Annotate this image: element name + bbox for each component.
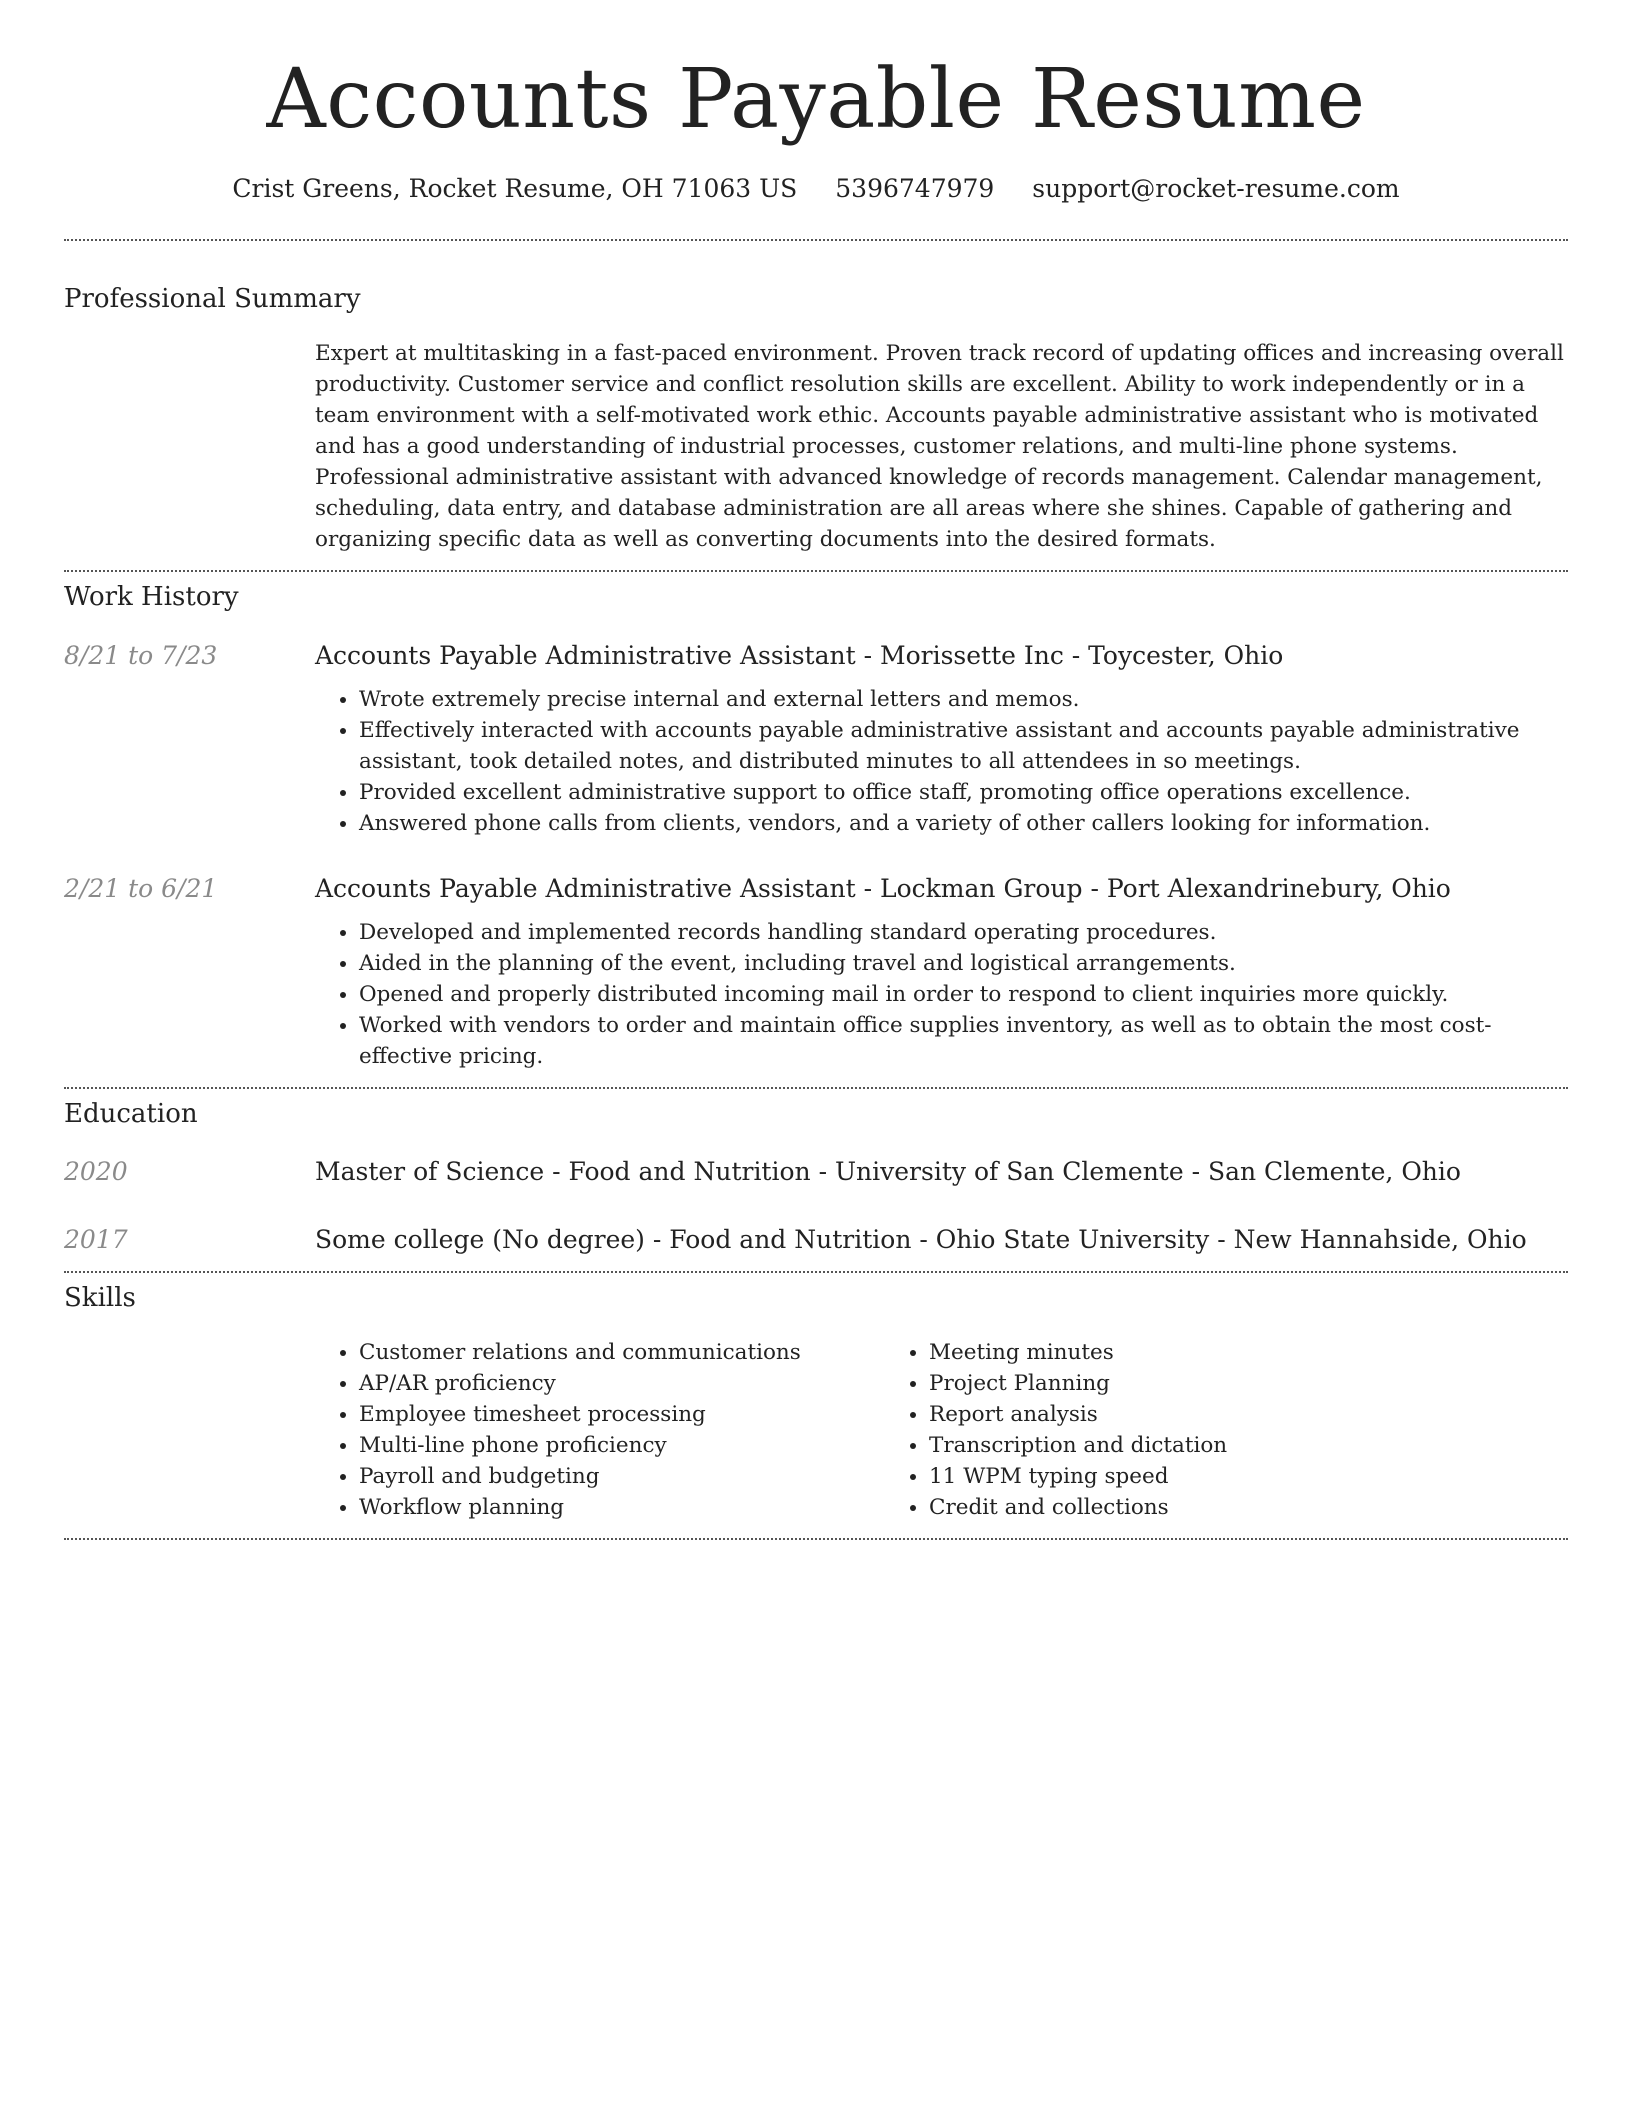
contact-phone: 5396747979 (835, 174, 995, 203)
contact-email: support@rocket-resume.com (1032, 174, 1400, 203)
section-title-summary: Professional Summary (64, 284, 361, 314)
list-item: • Opened and properly distributed incoming mail in order to respond to client inquiries more quickly. (359, 979, 1568, 1010)
education-text: Master of Science - Food and Nutrition - University of San Clemente - San Clemente, Ohio (315, 1157, 1461, 1186)
job-body (315, 873, 1568, 1072)
divider (64, 1538, 1568, 1540)
job-bullets (315, 917, 1568, 1072)
skills-column-2 (885, 1337, 1227, 1523)
job-title: Accounts Payable Administrative Assistant - Lockman Group - Port Alexandrinebury, Ohio (315, 874, 1451, 903)
divider (64, 1271, 1568, 1273)
education-year: 2017 (64, 1225, 128, 1254)
job-dates: 8/21 to 7/23 (64, 641, 218, 670)
section-title-education: Education (64, 1099, 198, 1129)
list-item: • Credit and collections (929, 1492, 1227, 1523)
list-item: • Customer relations and communications (359, 1337, 885, 1368)
skills-column-1 (315, 1337, 885, 1523)
divider (64, 239, 1568, 241)
skills-list (315, 1337, 1568, 1523)
list-item: • Worked with vendors to order and maintain office supplies inventory, as well as to obtain the most cost-effective pricing. (359, 1010, 1568, 1072)
list-item: • Wrote extremely precise internal and external letters and memos. (359, 684, 1568, 715)
divider (64, 1087, 1568, 1089)
page-title: Accounts Payable Resume (266, 52, 1366, 147)
job-entry (64, 640, 1568, 839)
list-item: • Aided in the planning of the event, including travel and logistical arrangements. (359, 948, 1568, 979)
education-entry (64, 1224, 1568, 1256)
list-item: • Multi-line phone proficiency (359, 1430, 885, 1461)
list-item: • AP/AR proficiency (359, 1368, 885, 1399)
list-item: • Payroll and budgeting (359, 1461, 885, 1492)
job-dates: 2/21 to 6/21 (64, 874, 218, 903)
divider (64, 570, 1568, 572)
list-item: • Effectively interacted with accounts payable administrative assistant and accounts payable administrative assistant, took detailed notes, and distributed minutes to all attendees in so meetings. (359, 715, 1568, 777)
job-entry (64, 873, 1568, 1072)
job-bullets (315, 684, 1568, 839)
contact-address: Crist Greens, Rocket Resume, OH 71063 US (232, 174, 798, 203)
list-item: • 11 WPM typing speed (929, 1461, 1227, 1492)
education-entry (64, 1156, 1568, 1188)
list-item: • Employee timesheet processing (359, 1399, 885, 1430)
contact-line (64, 174, 1568, 204)
list-item: • Provided excellent administrative support to office staff, promoting office operations excellence. (359, 777, 1568, 808)
list-item: • Answered phone calls from clients, vendors, and a variety of other callers looking for information. (359, 808, 1568, 839)
list-item: • Report analysis (929, 1399, 1227, 1430)
education-text: Some college (No degree) - Food and Nutrition - Ohio State University - New Hannahside, Ohio (315, 1225, 1527, 1254)
section-title-work-history: Work History (64, 582, 239, 612)
section-title-skills: Skills (64, 1283, 136, 1313)
summary-text: Expert at multitasking in a fast-paced environment. Proven track record of updating offices and increasing overall productivity. Customer service and conflict resolution skills are excellent. Ability to work independently or in a team environment with a self-motivated work ethic. Accounts payable administrative assistant who is motivated and has a good understanding of industrial processes, customer relations, and multi-line phone systems. Professional administrative assistant with advanced knowledge of records management. Calendar management, scheduling, data entry, and database administration are all areas where she shines. Capable of gathering and organizing specific data as well as converting documents into the desired formats. (315, 341, 1564, 552)
education-year: 2020 (64, 1157, 128, 1186)
list-item: • Transcription and dictation (929, 1430, 1227, 1461)
list-item: • Project Planning (929, 1368, 1227, 1399)
job-title: Accounts Payable Administrative Assistant - Morissette Inc - Toycester, Ohio (315, 641, 1284, 670)
list-item: • Workflow planning (359, 1492, 885, 1523)
list-item: • Developed and implemented records handling standard operating procedures. (359, 917, 1568, 948)
job-body (315, 640, 1568, 839)
list-item: • Meeting minutes (929, 1337, 1227, 1368)
